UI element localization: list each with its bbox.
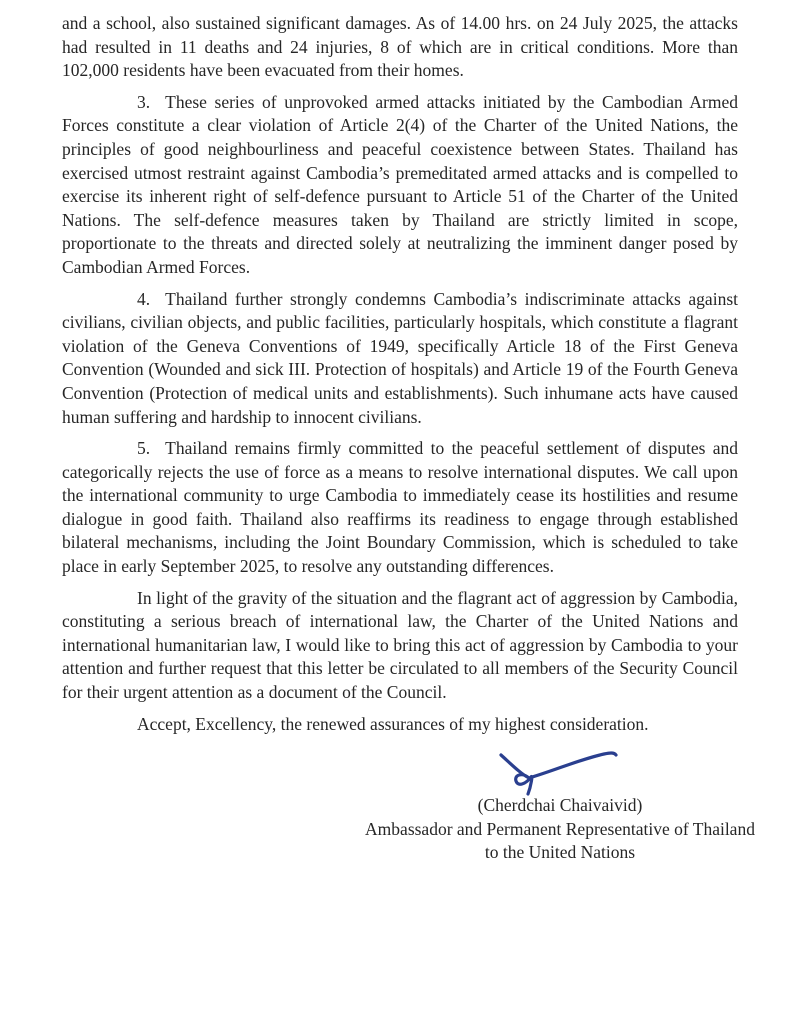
- body-paragraph-4: [62, 288, 738, 430]
- signatory-name: (Cherdchai Chaivaivid): [477, 795, 643, 816]
- body-paragraph-5: [62, 437, 738, 579]
- paragraph-text: Thailand further strongly condemns Cambodia’s indiscriminate attacks against civilians, civilian objects, and public facilities, particularly hospitals, which constitute a flagrant violation of the Geneva Conventions of 1949, specifically Article 18 of the First Geneva Convention (Wounded and sick III. Protection of hospitals) and Article 19 of the Fourth Geneva Convention (Protection of medical units and establishments). Such inhumane acts have caused human suffering and hardship to innocent civilians.: [62, 288, 738, 427]
- paragraph-text: Thailand remains firmly committed to the peaceful settlement of disputes and categorically rejects the use of force as a means to resolve international disputes. We call upon the international community to urge Cambodia to immediately cease its hostilities and resume dialogue in good faith. Thailand also reaffirms its readiness to engage through established bilateral mechanisms, including the Joint Boundary Commission, which is scheduled to take place in early September 2025, to resolve any outstanding differences.: [62, 438, 738, 577]
- paragraph-number: 3.: [137, 91, 151, 112]
- body-paragraph-in-light: In light of the gravity of the situation and the flagrant act of aggression by Cambodia, constituting a serious breach of international law, the Charter of the United Nations and international humanitarian law, I would like to bring this act of aggression by Cambodia to your attention and further request that this letter be circulated to all members of the Security Council for their urgent attention as a document of the Council.: [62, 587, 738, 703]
- paragraph-number: 4.: [137, 288, 151, 309]
- signatory-title-line-2: to the United Nations: [484, 842, 636, 863]
- signature-block: [280, 746, 800, 865]
- handwritten-signature-icon: [495, 746, 625, 798]
- body-paragraph-continuation: and a school, also sustained significant damages. As of 14.00 hrs. on 24 July 2025, the attacks had resulted in 11 deaths and 24 injuries, 8 of which are in critical conditions. More than 102,000 residents have been evacuated from their homes.: [62, 13, 738, 81]
- body-paragraph-3: [62, 91, 738, 280]
- body-paragraph-closing: Accept, Excellency, the renewed assurances of my highest consideration.: [137, 713, 649, 734]
- paragraph-text: These series of unprovoked armed attacks initiated by the Cambodian Armed Forces constitute a clear violation of Article 2(4) of the Charter of the United Nations, the principles of good neighbourliness and peaceful coexistence between States. Thailand has exercised utmost restraint against Cambodia’s premeditated armed attacks and is compelled to exercise its inherent right of self-defence pursuant to Article 51 of the Charter of the United Nations. The self-defence measures taken by Thailand are strictly limited in scope, proportionate to the threats and directed solely at neutralizing the imminent danger posed by Cambodian Armed Forces.: [62, 91, 738, 277]
- paragraph-number: 5.: [137, 438, 151, 459]
- signatory-title-line-1: Ambassador and Permanent Representative of Thailand: [365, 818, 755, 839]
